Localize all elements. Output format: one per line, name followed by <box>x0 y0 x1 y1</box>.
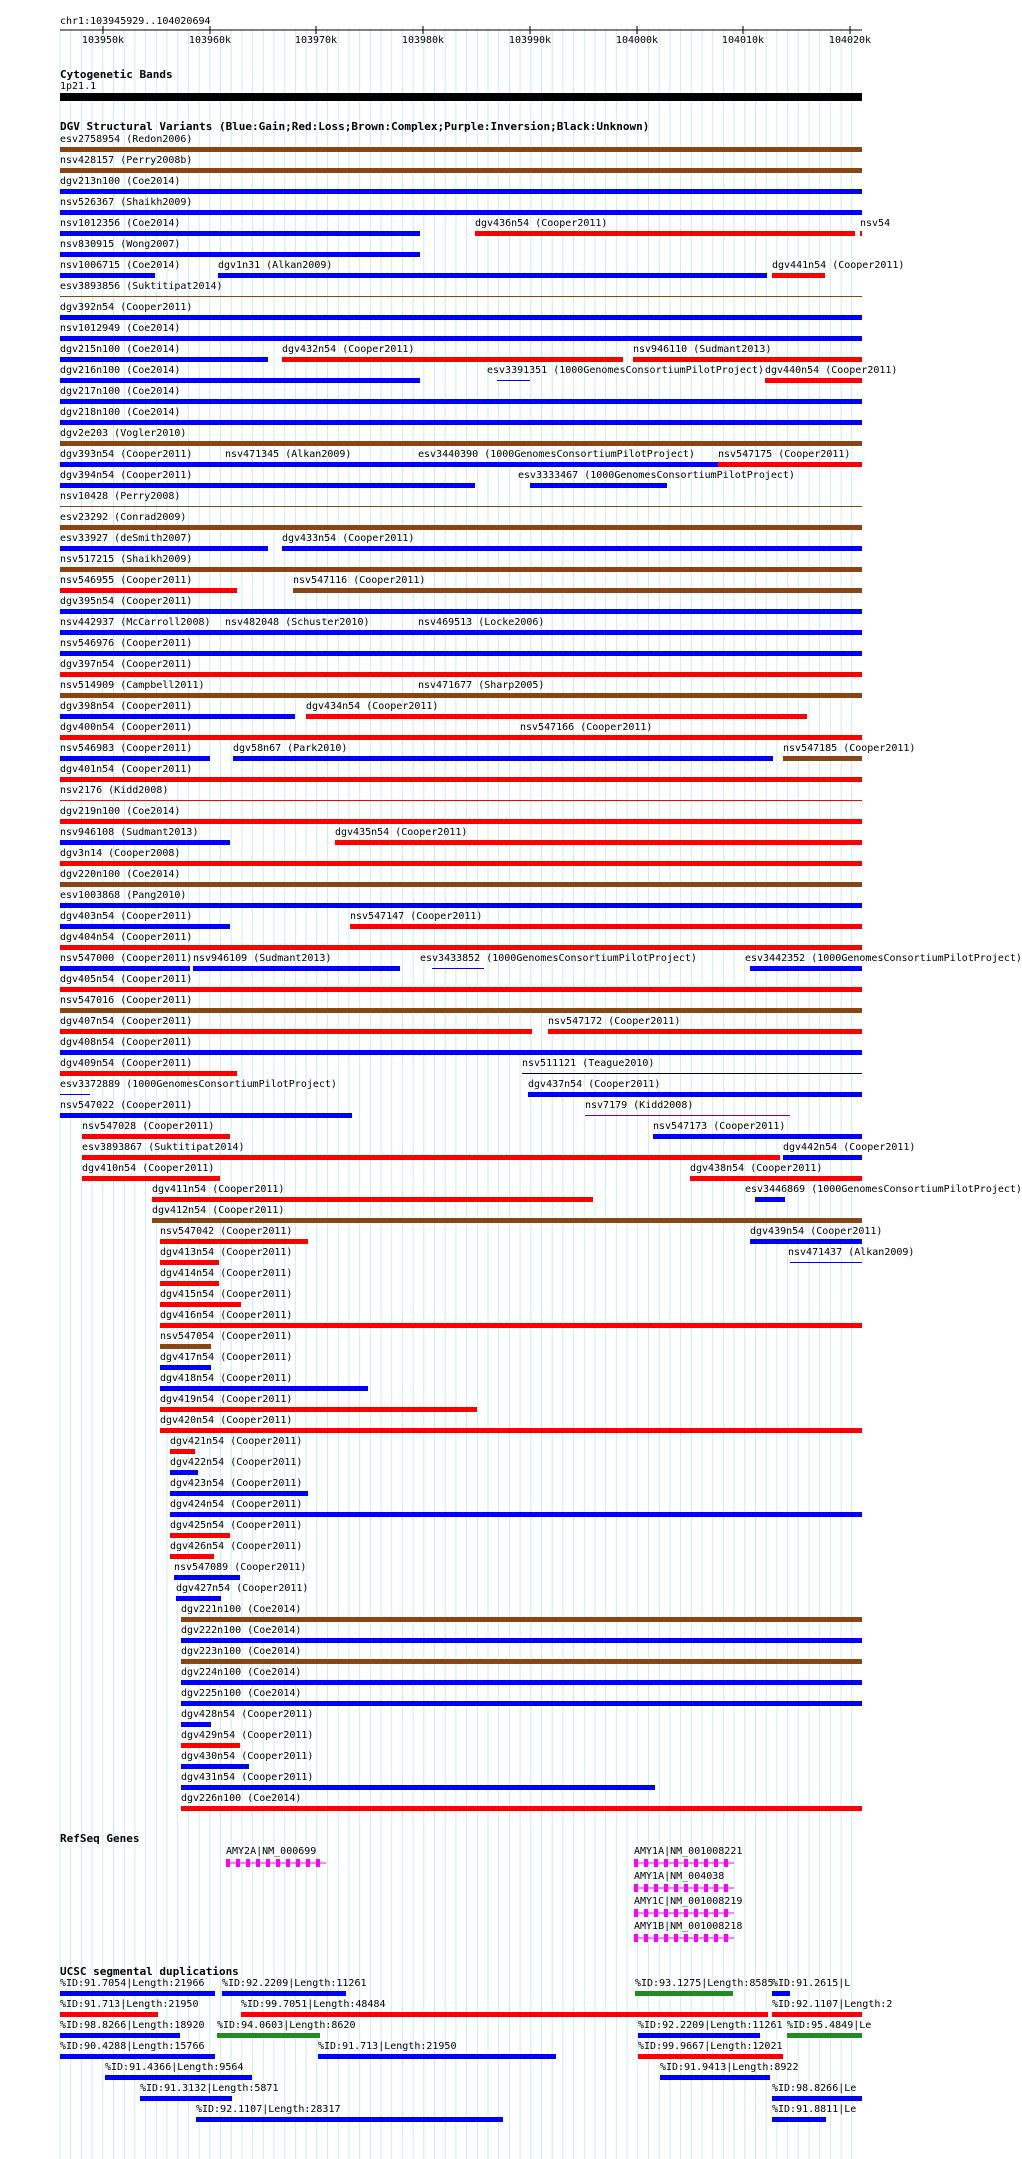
sv-feature-label: nsv547166 (Cooper2011) <box>520 722 653 733</box>
sv-feature-bar[interactable] <box>152 1218 862 1223</box>
sv-feature-bar[interactable] <box>60 357 268 362</box>
sv-feature-bar[interactable] <box>60 735 520 740</box>
sv-feature-bar[interactable] <box>60 1071 237 1076</box>
sv-feature-label: nsv471345 (Alkan2009) <box>225 449 352 460</box>
sv-feature-label: dgv219n100 (Coe2014) <box>60 806 181 817</box>
sv-feature-bar[interactable] <box>160 1323 862 1328</box>
sv-feature-bar[interactable] <box>60 903 862 908</box>
sv-feature-bar[interactable] <box>60 567 862 572</box>
sv-feature-bar[interactable] <box>60 252 420 257</box>
sv-feature-label: dgv424n54 (Cooper2011) <box>170 1499 303 1510</box>
sv-feature-label: dgv215n100 (Coe2014) <box>60 344 181 355</box>
sv-feature-bar[interactable] <box>160 1281 219 1286</box>
sv-feature-bar[interactable] <box>772 273 825 278</box>
sv-feature-bar[interactable] <box>60 1113 352 1118</box>
segdup-bar[interactable] <box>140 2096 232 2101</box>
sv-feature-bar[interactable] <box>60 315 862 320</box>
sv-feature-label: nsv830915 (Wong2007) <box>60 239 181 250</box>
sv-feature-label: nsv547116 (Cooper2011) <box>293 575 426 586</box>
sv-feature-label: dgv410n54 (Cooper2011) <box>82 1163 215 1174</box>
sv-feature-bar[interactable] <box>548 1029 862 1034</box>
ruler-coordinates: chr1:103945929..104020694 <box>60 16 211 27</box>
segdup-track-title: UCSC segmental duplications <box>60 1965 239 1978</box>
sv-feature-label: nsv547089 (Cooper2011) <box>174 1562 307 1573</box>
sv-feature-label: dgv433n54 (Cooper2011) <box>282 533 415 544</box>
sv-feature-bar[interactable] <box>82 1155 780 1160</box>
sv-feature-bar[interactable] <box>160 1239 308 1244</box>
cytoband-bar[interactable] <box>60 93 862 101</box>
sv-feature-bar[interactable] <box>418 630 862 635</box>
sv-feature-bar[interactable] <box>181 1806 862 1811</box>
sv-feature-bar[interactable] <box>82 1134 230 1139</box>
sv-feature-label: dgv213n100 (Coe2014) <box>60 176 181 187</box>
sv-feature-label: dgv426n54 (Cooper2011) <box>170 1541 303 1552</box>
segdup-bar[interactable] <box>241 2012 768 2017</box>
segdup-label: %ID:92.1107|Length:2 <box>772 1999 893 2010</box>
sv-feature-label: dgv430n54 (Cooper2011) <box>181 1751 314 1762</box>
sv-feature-bar[interactable] <box>170 1449 195 1454</box>
sv-feature-bar[interactable] <box>60 420 862 425</box>
sv-feature-label: dgv403n54 (Cooper2011) <box>60 911 193 922</box>
sv-feature-label: nsv1006715 (Coe2014) <box>60 260 181 271</box>
segdup-bar[interactable] <box>660 2075 770 2080</box>
sv-feature-bar[interactable] <box>418 693 862 698</box>
sv-feature-label: nsv471677 (Sharp2005) <box>418 680 545 691</box>
sv-feature-label: dgv392n54 (Cooper2011) <box>60 302 193 313</box>
sv-feature-label: dgv413n54 (Cooper2011) <box>160 1247 293 1258</box>
sv-feature-bar[interactable] <box>170 1554 214 1559</box>
sv-feature-bar[interactable] <box>218 273 767 278</box>
sv-feature-bar[interactable] <box>60 672 862 677</box>
sv-feature-label: dgv226n100 (Coe2014) <box>181 1793 302 1804</box>
segdup-label: %ID:92.1107|Length:28317 <box>196 2104 341 2115</box>
sv-feature-bar[interactable] <box>528 1092 862 1097</box>
sv-feature-label: dgv431n54 (Cooper2011) <box>181 1772 314 1783</box>
sv-feature-label: dgv408n54 (Cooper2011) <box>60 1037 193 1048</box>
sv-feature-bar[interactable] <box>790 1262 862 1263</box>
sv-feature-label: dgv411n54 (Cooper2011) <box>152 1184 285 1195</box>
sv-feature-bar[interactable] <box>60 546 268 551</box>
sv-feature-bar[interactable] <box>60 777 862 782</box>
sv-feature-bar[interactable] <box>181 1659 862 1664</box>
sv-feature-bar[interactable] <box>282 546 862 551</box>
sv-feature-label: nsv511121 (Teague2010) <box>522 1058 655 1069</box>
sv-feature-label: nsv54 <box>860 218 891 229</box>
sv-feature-bar[interactable] <box>60 924 230 929</box>
sv-feature-bar[interactable] <box>193 966 400 971</box>
sv-feature-label: dgv421n54 (Cooper2011) <box>170 1436 303 1447</box>
sv-feature-label: esv3433852 (1000GenomesConsortiumPilotProject) <box>420 953 697 964</box>
sv-feature-bar[interactable] <box>181 1617 862 1622</box>
sv-feature-label: esv33927 (deSmith2007) <box>60 533 193 544</box>
segdup-label: %ID:91.713|Length:21950 <box>60 1999 199 2010</box>
sv-feature-label: nsv428157 (Perry2008b) <box>60 155 193 166</box>
segdup-label: %ID:90.4288|Length:15766 <box>60 2041 205 2052</box>
segdup-label: %ID:98.8266|Length:18920 <box>60 2020 205 2031</box>
sv-feature-label: dgv412n54 (Cooper2011) <box>152 1205 285 1216</box>
sv-feature-bar[interactable] <box>60 609 862 614</box>
gene-label: AMY1A|NM_001008221 <box>634 1846 743 1857</box>
sv-feature-label: dgv407n54 (Cooper2011) <box>60 1016 193 1027</box>
sv-feature-bar[interactable] <box>60 147 862 152</box>
segdup-label: %ID:98.8266|Le <box>772 2083 857 2094</box>
sv-feature-label: dgv419n54 (Cooper2011) <box>160 1394 293 1405</box>
sv-feature-bar[interactable] <box>170 1512 862 1517</box>
sv-feature-bar[interactable] <box>160 1407 477 1412</box>
sv-feature-label: dgv435n54 (Cooper2011) <box>335 827 468 838</box>
sv-feature-bar[interactable] <box>60 840 230 845</box>
sv-feature-label: dgv398n54 (Cooper2011) <box>60 701 193 712</box>
sv-feature-label: nsv547022 (Cooper2011) <box>60 1100 193 1111</box>
sv-feature-bar[interactable] <box>765 378 862 383</box>
sv-feature-label: nsv946109 (Sudmant2013) <box>193 953 332 964</box>
sv-feature-bar[interactable] <box>860 231 862 236</box>
sv-feature-bar[interactable] <box>60 714 295 719</box>
sv-feature-label: dgv3n14 (Cooper2008) <box>60 848 181 859</box>
gene-label: AMY1C|NM_001008219 <box>634 1896 743 1907</box>
sv-feature-label: esv3893856 (Suktitipat2014) <box>60 281 223 292</box>
ruler-tick-label: 103980k <box>401 35 445 46</box>
sv-feature-bar[interactable] <box>60 1008 862 1013</box>
ruler-tick-label: 103950k <box>81 35 125 46</box>
sv-feature-bar[interactable] <box>170 1491 308 1496</box>
sv-feature-label: dgv222n100 (Coe2014) <box>181 1625 302 1636</box>
sv-feature-label: dgv223n100 (Coe2014) <box>181 1646 302 1657</box>
sv-feature-bar[interactable] <box>432 968 484 969</box>
sv-feature-bar[interactable] <box>60 966 190 971</box>
gene-label: AMY1B|NM_001008218 <box>634 1921 743 1932</box>
sv-feature-bar[interactable] <box>633 357 862 362</box>
sv-feature-label: dgv422n54 (Cooper2011) <box>170 1457 303 1468</box>
refseq-track-title: RefSeq Genes <box>60 1832 140 1845</box>
ruler-tick-label: 103990k <box>508 35 552 46</box>
sv-feature-bar[interactable] <box>60 168 862 173</box>
ruler-tick-label: 103960k <box>188 35 232 46</box>
sv-feature-bar[interactable] <box>60 819 862 824</box>
sv-feature-bar[interactable] <box>350 924 862 929</box>
sv-feature-label: nsv442937 (McCarroll2008) <box>60 617 211 628</box>
sv-feature-label: nsv546976 (Cooper2011) <box>60 638 193 649</box>
sv-feature-bar[interactable] <box>783 756 862 761</box>
sv-feature-bar[interactable] <box>60 296 862 297</box>
sv-feature-bar[interactable] <box>718 462 862 467</box>
sv-feature-bar[interactable] <box>293 588 862 593</box>
sv-feature-bar[interactable] <box>60 882 862 887</box>
sv-feature-label: dgv395n54 (Cooper2011) <box>60 596 193 607</box>
sv-feature-label: esv3893867 (Suktitipat2014) <box>82 1142 245 1153</box>
sv-feature-label: dgv409n54 (Cooper2011) <box>60 1058 193 1069</box>
cytoband-label: 1p21.1 <box>60 81 97 92</box>
sv-feature-bar[interactable] <box>60 861 862 866</box>
segdup-label: %ID:99.7051|Length:48484 <box>241 1999 386 2010</box>
sv-feature-label: dgv218n100 (Coe2014) <box>60 407 181 418</box>
sv-feature-label: dgv414n54 (Cooper2011) <box>160 1268 293 1279</box>
segdup-bar[interactable] <box>772 2117 826 2122</box>
sv-feature-label: dgv417n54 (Cooper2011) <box>160 1352 293 1363</box>
sv-feature-bar[interactable] <box>181 1722 211 1727</box>
sv-feature-label: dgv220n100 (Coe2014) <box>60 869 181 880</box>
sv-feature-label: dgv429n54 (Cooper2011) <box>181 1730 314 1741</box>
sv-feature-bar[interactable] <box>60 399 862 404</box>
sv-feature-label: esv3333467 (1000GenomesConsortiumPilotProject) <box>518 470 795 481</box>
sv-feature-bar[interactable] <box>60 336 862 341</box>
sv-feature-bar[interactable] <box>60 651 862 656</box>
sv-feature-label: nsv514909 (Campbell2011) <box>60 680 205 691</box>
sv-feature-label: nsv10428 (Perry2008) <box>60 491 181 502</box>
sv-feature-bar[interactable] <box>160 1302 241 1307</box>
gene-label: AMY2A|NM_000699 <box>226 1846 317 1857</box>
sv-feature-label: dgv438n54 (Cooper2011) <box>690 1163 823 1174</box>
sv-feature-bar[interactable] <box>60 506 862 507</box>
sv-feature-bar[interactable] <box>152 1197 593 1202</box>
sv-feature-label: dgv439n54 (Cooper2011) <box>750 1226 883 1237</box>
sv-feature-label: nsv469513 (Locke2006) <box>418 617 545 628</box>
segdup-bar[interactable] <box>638 2054 783 2059</box>
sv-feature-bar[interactable] <box>170 1533 230 1538</box>
gene-model[interactable] <box>634 1858 744 1872</box>
sv-feature-bar[interactable] <box>170 1470 198 1475</box>
sv-feature-label: nsv2176 (Kidd2008) <box>60 785 169 796</box>
sv-feature-label: dgv437n54 (Cooper2011) <box>528 1079 661 1090</box>
segdup-bar[interactable] <box>60 2054 215 2059</box>
ruler-tick-label: 104020k <box>828 35 872 46</box>
ruler-tick-label: 103970k <box>294 35 338 46</box>
segdup-bar[interactable] <box>772 2096 862 2101</box>
segdup-label: %ID:99.9667|Length:12021 <box>638 2041 783 2052</box>
segdup-label: %ID:91.8811|Le <box>772 2104 857 2115</box>
sv-feature-label: nsv547147 (Cooper2011) <box>350 911 483 922</box>
sv-feature-label: dgv224n100 (Coe2014) <box>181 1667 302 1678</box>
segdup-bar[interactable] <box>60 2033 180 2038</box>
sv-feature-label: dgv400n54 (Cooper2011) <box>60 722 193 733</box>
segdup-label: %ID:94.0603|Length:8620 <box>217 2020 356 2031</box>
sv-feature-bar[interactable] <box>60 756 210 761</box>
sv-feature-label: nsv1012356 (Coe2014) <box>60 218 181 229</box>
sv-feature-bar[interactable] <box>335 840 862 845</box>
segdup-label: %ID:92.2209|Length:11261 <box>638 2020 783 2031</box>
sv-feature-label: nsv946108 (Sudmant2013) <box>60 827 199 838</box>
sv-feature-bar[interactable] <box>60 588 237 593</box>
sv-feature-bar[interactable] <box>160 1365 211 1370</box>
sv-feature-label: dgv217n100 (Coe2014) <box>60 386 181 397</box>
sv-feature-label: dgv58n67 (Park2010) <box>233 743 348 754</box>
sv-feature-bar[interactable] <box>522 1073 862 1074</box>
segdup-bar[interactable] <box>60 1991 215 1996</box>
sv-feature-label: dgv427n54 (Cooper2011) <box>176 1583 309 1594</box>
sv-feature-label: esv3442352 (1000GenomesConsortiumPilotProject) <box>745 953 1022 964</box>
segdup-label: %ID:91.4366|Length:9564 <box>105 2062 244 2073</box>
sv-feature-label: nsv471437 (Alkan2009) <box>788 1247 915 1258</box>
segdup-bar[interactable] <box>222 1991 346 1996</box>
sv-feature-label: dgv436n54 (Cooper2011) <box>475 218 608 229</box>
sv-feature-bar[interactable] <box>160 1260 219 1265</box>
gene-label: AMY1A|NM_004038 <box>634 1871 725 1882</box>
sv-feature-label: esv3440390 (1000GenomesConsortiumPilotProject) <box>418 449 695 460</box>
sv-feature-label: nsv547028 (Cooper2011) <box>82 1121 215 1132</box>
sv-feature-label: dgv418n54 (Cooper2011) <box>160 1373 293 1384</box>
sv-feature-label: dgv416n54 (Cooper2011) <box>160 1310 293 1321</box>
sv-feature-bar[interactable] <box>755 1197 785 1202</box>
sv-feature-label: nsv526367 (Shaikh2009) <box>60 197 193 208</box>
segdup-bar[interactable] <box>638 2033 760 2038</box>
sv-feature-bar[interactable] <box>181 1638 862 1643</box>
segdup-label: %ID:91.2615|L <box>772 1978 851 1989</box>
segdup-bar[interactable] <box>772 2012 862 2017</box>
sv-feature-label: esv23292 (Conrad2009) <box>60 512 187 523</box>
sv-feature-label: nsv546983 (Cooper2011) <box>60 743 193 754</box>
sv-feature-bar[interactable] <box>160 1386 368 1391</box>
sv-feature-label: esv2758954 (Redon2006) <box>60 134 193 145</box>
sv-feature-label: nsv547000 (Cooper2011) <box>60 953 193 964</box>
sv-feature-bar[interactable] <box>653 1134 862 1139</box>
sv-feature-bar[interactable] <box>750 966 862 971</box>
sv-feature-bar[interactable] <box>181 1785 655 1790</box>
sv-feature-bar[interactable] <box>60 210 862 215</box>
sv-feature-label: dgv405n54 (Cooper2011) <box>60 974 193 985</box>
sv-feature-label: dgv401n54 (Cooper2011) <box>60 764 193 775</box>
sv-feature-label: dgv2e203 (Vogler2010) <box>60 428 187 439</box>
sv-feature-label: nsv547054 (Cooper2011) <box>160 1331 293 1342</box>
sv-feature-bar[interactable] <box>497 380 530 381</box>
sv-feature-label: esv3372889 (1000GenomesConsortiumPilotProject) <box>60 1079 337 1090</box>
sv-feature-label: dgv393n54 (Cooper2011) <box>60 449 193 460</box>
sv-feature-bar[interactable] <box>181 1764 249 1769</box>
sv-feature-label: dgv394n54 (Cooper2011) <box>60 470 193 481</box>
sv-feature-label: nsv482048 (Schuster2010) <box>225 617 370 628</box>
sv-feature-bar[interactable] <box>160 1428 862 1433</box>
sv-feature-bar[interactable] <box>60 525 862 530</box>
gene-model[interactable] <box>226 1858 336 1872</box>
sv-feature-label: dgv397n54 (Cooper2011) <box>60 659 193 670</box>
segdup-label: %ID:93.1275|Length:8585 <box>635 1978 774 1989</box>
sv-feature-label: dgv432n54 (Cooper2011) <box>282 344 415 355</box>
segdup-bar[interactable] <box>772 1991 790 1996</box>
sv-feature-bar[interactable] <box>60 987 862 992</box>
sv-feature-bar[interactable] <box>225 632 316 633</box>
segdup-label: %ID:91.9413|Length:8922 <box>660 2062 799 2073</box>
sv-feature-bar[interactable] <box>585 1115 790 1116</box>
segdup-label: %ID:95.4849|Le <box>787 2020 872 2031</box>
segdup-bar[interactable] <box>217 2033 320 2038</box>
sv-feature-bar[interactable] <box>306 714 807 719</box>
sv-feature-label: esv1003868 (Pang2010) <box>60 890 187 901</box>
segdup-bar[interactable] <box>60 2012 158 2017</box>
dgv-track-title: DGV Structural Variants (Blue:Gain;Red:Loss;Brown:Complex;Purple:Inversion;Black:Unknown) <box>60 120 650 133</box>
segdup-bar[interactable] <box>787 2033 862 2038</box>
gene-model[interactable] <box>634 1933 744 1947</box>
sv-feature-bar[interactable] <box>60 483 475 488</box>
sv-feature-label: dgv423n54 (Cooper2011) <box>170 1478 303 1489</box>
sv-feature-label: nsv517215 (Shaikh2009) <box>60 554 193 565</box>
sv-feature-bar[interactable] <box>282 357 623 362</box>
sv-feature-bar[interactable] <box>60 189 862 194</box>
ruler-tick-label: 104000k <box>615 35 659 46</box>
sv-feature-bar[interactable] <box>750 1239 862 1244</box>
segdup-bar[interactable] <box>105 2075 252 2080</box>
sv-feature-label: dgv415n54 (Cooper2011) <box>160 1289 293 1300</box>
sv-feature-bar[interactable] <box>60 273 155 278</box>
segdup-label: %ID:92.2209|Length:11261 <box>222 1978 367 1989</box>
sv-feature-label: nsv547016 (Cooper2011) <box>60 995 193 1006</box>
sv-feature-bar[interactable] <box>60 1029 532 1034</box>
sv-feature-label: nsv546955 (Cooper2011) <box>60 575 193 586</box>
sv-feature-bar[interactable] <box>530 483 667 488</box>
sv-feature-label: nsv547185 (Cooper2011) <box>783 743 916 754</box>
sv-feature-label: nsv547175 (Cooper2011) <box>718 449 851 460</box>
sv-feature-bar[interactable] <box>783 1155 862 1160</box>
gene-model[interactable] <box>634 1883 744 1897</box>
segdup-label: %ID:91.7054|Length:21966 <box>60 1978 205 1989</box>
sv-feature-label: dgv420n54 (Cooper2011) <box>160 1415 293 1426</box>
gene-model[interactable] <box>634 1908 744 1922</box>
segdup-label: %ID:91.3132|Length:5871 <box>140 2083 279 2094</box>
ruler-tick-label: 104010k <box>721 35 765 46</box>
segdup-label: %ID:91.713|Length:21950 <box>318 2041 457 2052</box>
sv-feature-bar[interactable] <box>82 1176 220 1181</box>
segdup-bar[interactable] <box>196 2117 503 2122</box>
sv-feature-label: nsv547042 (Cooper2011) <box>160 1226 293 1237</box>
sv-feature-bar[interactable] <box>233 756 773 761</box>
segdup-bar[interactable] <box>635 1991 733 1996</box>
sv-feature-bar[interactable] <box>520 735 862 740</box>
sv-feature-bar[interactable] <box>60 441 862 446</box>
sv-feature-label: nsv1012949 (Coe2014) <box>60 323 181 334</box>
sv-feature-label: dgv216n100 (Coe2014) <box>60 365 181 376</box>
sv-feature-label: nsv7179 (Kidd2008) <box>585 1100 694 1111</box>
segdup-bar[interactable] <box>318 2054 556 2059</box>
sv-feature-label: dgv428n54 (Cooper2011) <box>181 1709 314 1720</box>
sv-feature-label: dgv441n54 (Cooper2011) <box>772 260 905 271</box>
sv-feature-bar[interactable] <box>60 1094 90 1095</box>
sv-feature-bar[interactable] <box>181 1680 862 1685</box>
sv-feature-label: dgv1n31 (Alkan2009) <box>218 260 333 271</box>
sv-feature-label: dgv425n54 (Cooper2011) <box>170 1520 303 1531</box>
sv-feature-bar[interactable] <box>428 464 685 465</box>
sv-feature-bar[interactable] <box>160 1344 211 1349</box>
sv-feature-label: nsv547173 (Cooper2011) <box>653 1121 786 1132</box>
sv-feature-label: esv3446869 (1000GenomesConsortiumPilotProject) <box>745 1184 1022 1195</box>
sv-feature-bar[interactable] <box>60 1050 862 1055</box>
sv-feature-bar[interactable] <box>225 464 316 465</box>
sv-feature-bar[interactable] <box>181 1701 862 1706</box>
sv-feature-bar[interactable] <box>60 231 420 236</box>
sv-feature-label: nsv547172 (Cooper2011) <box>548 1016 681 1027</box>
sv-feature-bar[interactable] <box>60 800 862 801</box>
sv-feature-label: nsv946110 (Sudmant2013) <box>633 344 772 355</box>
cytoband-track-title: Cytogenetic Bands <box>60 68 173 81</box>
sv-feature-label: dgv404n54 (Cooper2011) <box>60 932 193 943</box>
sv-feature-label: esv3391351 (1000GenomesConsortiumPilotProject) <box>487 365 764 376</box>
sv-feature-label: dgv221n100 (Coe2014) <box>181 1604 302 1615</box>
sv-feature-bar[interactable] <box>60 945 862 950</box>
sv-feature-bar[interactable] <box>690 1176 862 1181</box>
sv-feature-bar[interactable] <box>475 231 855 236</box>
sv-feature-bar[interactable] <box>181 1743 240 1748</box>
sv-feature-bar[interactable] <box>60 378 420 383</box>
sv-feature-label: dgv225n100 (Coe2014) <box>181 1688 302 1699</box>
sv-feature-label: dgv442n54 (Cooper2011) <box>783 1142 916 1153</box>
sv-feature-label: dgv434n54 (Cooper2011) <box>306 701 439 712</box>
sv-feature-bar[interactable] <box>174 1575 240 1580</box>
sv-feature-label: dgv440n54 (Cooper2011) <box>765 365 898 376</box>
sv-feature-bar[interactable] <box>176 1596 221 1601</box>
